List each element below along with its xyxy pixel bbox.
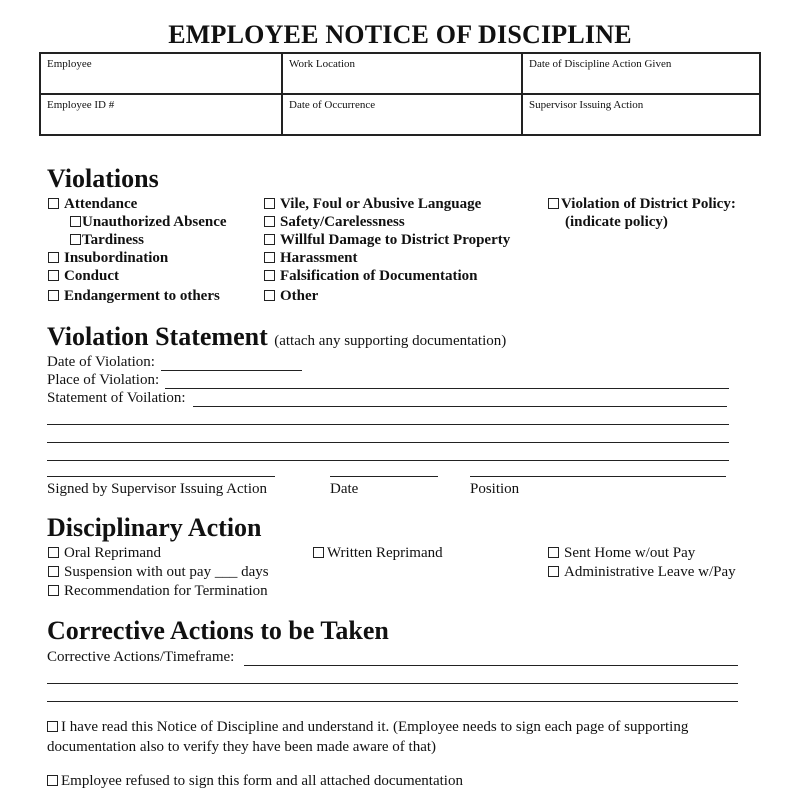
checkbox[interactable] — [548, 198, 559, 209]
statement-line[interactable] — [193, 406, 727, 407]
checkbox[interactable] — [48, 566, 59, 577]
acknowledge-text-line2: documentation also to verify they have been made aware of that) — [47, 739, 437, 755]
date-occurrence-label: Date of Occurrence — [289, 99, 376, 111]
action-sent-home[interactable]: Sent Home w/out Pay — [548, 545, 695, 562]
checkbox[interactable] — [264, 252, 275, 263]
violation-insubordination[interactable]: Insubordination — [48, 250, 168, 267]
place-of-violation-label: Place of Violation: — [47, 372, 160, 388]
date-action-given-field[interactable] — [523, 54, 677, 74]
corrective-line[interactable] — [244, 665, 738, 666]
action-termination[interactable]: Recommendation for Termination — [48, 583, 268, 600]
employee-field[interactable] — [41, 54, 98, 74]
action-suspension[interactable]: Suspension with out pay ___ days — [48, 564, 269, 581]
acknowledge-checkbox-item[interactable]: I have read this Notice of Discipline and understand it. (Employee needs to sign each page of supporting — [47, 719, 688, 736]
supervisor-signature-line[interactable] — [47, 476, 275, 477]
violation-district-policy[interactable]: Violation of District Policy: — [548, 196, 736, 213]
checkbox[interactable] — [47, 775, 58, 786]
supervisor-label: Supervisor Issuing Action — [529, 99, 644, 111]
place-of-violation-line[interactable] — [165, 388, 729, 389]
supervisor-field[interactable] — [523, 95, 649, 115]
checkbox[interactable] — [264, 290, 275, 301]
checkbox[interactable] — [548, 547, 559, 558]
checkbox[interactable] — [264, 198, 275, 209]
statement-label: Statement of Voilation: — [47, 390, 186, 406]
employee-id-label: Employee ID # — [47, 99, 115, 111]
checkbox[interactable] — [48, 547, 59, 558]
checkbox[interactable] — [264, 270, 275, 281]
date-action-given-label: Date of Discipline Action Given — [529, 58, 672, 70]
violation-endangerment[interactable]: Endangerment to others — [48, 288, 220, 305]
employee-info-table — [39, 52, 761, 136]
corrective-line[interactable] — [47, 683, 738, 684]
form-title: EMPLOYEE NOTICE OF DISCIPLINE — [168, 20, 632, 49]
work-location-label: Work Location — [289, 58, 356, 70]
signature-date-label: Date — [330, 481, 359, 497]
violation-safety[interactable]: Safety/Carelessness — [264, 214, 405, 231]
violations-heading: Violations — [47, 164, 159, 193]
checkbox[interactable] — [48, 198, 59, 209]
checkbox[interactable] — [48, 290, 59, 301]
violation-conduct[interactable]: Conduct — [48, 268, 119, 285]
checkbox[interactable] — [47, 721, 58, 732]
table-divider — [41, 93, 759, 95]
date-of-violation-line[interactable] — [161, 370, 302, 371]
checkbox[interactable] — [70, 234, 81, 245]
checkbox[interactable] — [48, 270, 59, 281]
employee-id-field[interactable] — [41, 95, 120, 115]
checkbox[interactable] — [313, 547, 324, 558]
statement-line[interactable] — [47, 442, 729, 443]
action-oral-reprimand[interactable]: Oral Reprimand — [48, 545, 161, 562]
violation-tardiness[interactable]: Tardiness — [70, 232, 144, 249]
checkbox[interactable] — [264, 234, 275, 245]
action-admin-leave[interactable]: Administrative Leave w/Pay — [548, 564, 736, 581]
corrective-line[interactable] — [47, 701, 738, 702]
date-occurrence-field[interactable] — [283, 95, 381, 115]
date-of-violation-label: Date of Violation: — [47, 354, 155, 370]
position-label: Position — [470, 481, 520, 497]
checkbox[interactable] — [70, 216, 81, 227]
checkbox[interactable] — [48, 585, 59, 596]
violation-harassment[interactable]: Harassment — [264, 250, 358, 267]
statement-note: (attach any supporting documentation) — [274, 333, 507, 349]
work-location-field[interactable] — [283, 54, 361, 74]
action-written-reprimand[interactable]: Written Reprimand — [313, 545, 443, 562]
statement-line[interactable] — [47, 460, 729, 461]
position-line[interactable] — [470, 476, 726, 477]
violation-unauthorized-absence[interactable]: Unauthorized Absence — [70, 214, 227, 231]
violation-attendance[interactable]: Attendance — [48, 196, 137, 213]
indicate-policy-note: (indicate policy) — [565, 214, 668, 230]
corrective-timeframe-label: Corrective Actions/Timeframe: — [47, 649, 235, 665]
checkbox[interactable] — [548, 566, 559, 577]
refused-checkbox-item[interactable]: Employee refused to sign this form and all attached documentation — [47, 773, 463, 790]
violation-abusive-language[interactable]: Vile, Foul or Abusive Language — [264, 196, 481, 213]
disciplinary-action-heading: Disciplinary Action — [47, 513, 262, 542]
violation-other[interactable]: Other — [264, 288, 318, 305]
checkbox[interactable] — [48, 252, 59, 263]
violation-statement-heading: Violation Statement (attach any supporting documentation) — [47, 322, 507, 351]
signed-by-label: Signed by Supervisor Issuing Action — [47, 481, 267, 497]
statement-line[interactable] — [47, 424, 729, 425]
employee-label: Employee — [47, 58, 92, 70]
checkbox[interactable] — [264, 216, 275, 227]
corrective-actions-heading: Corrective Actions to be Taken — [47, 616, 389, 645]
violation-falsification[interactable]: Falsification of Documentation — [264, 268, 477, 285]
violation-willful-damage[interactable]: Willful Damage to District Property — [264, 232, 510, 249]
signature-date-line[interactable] — [330, 476, 438, 477]
